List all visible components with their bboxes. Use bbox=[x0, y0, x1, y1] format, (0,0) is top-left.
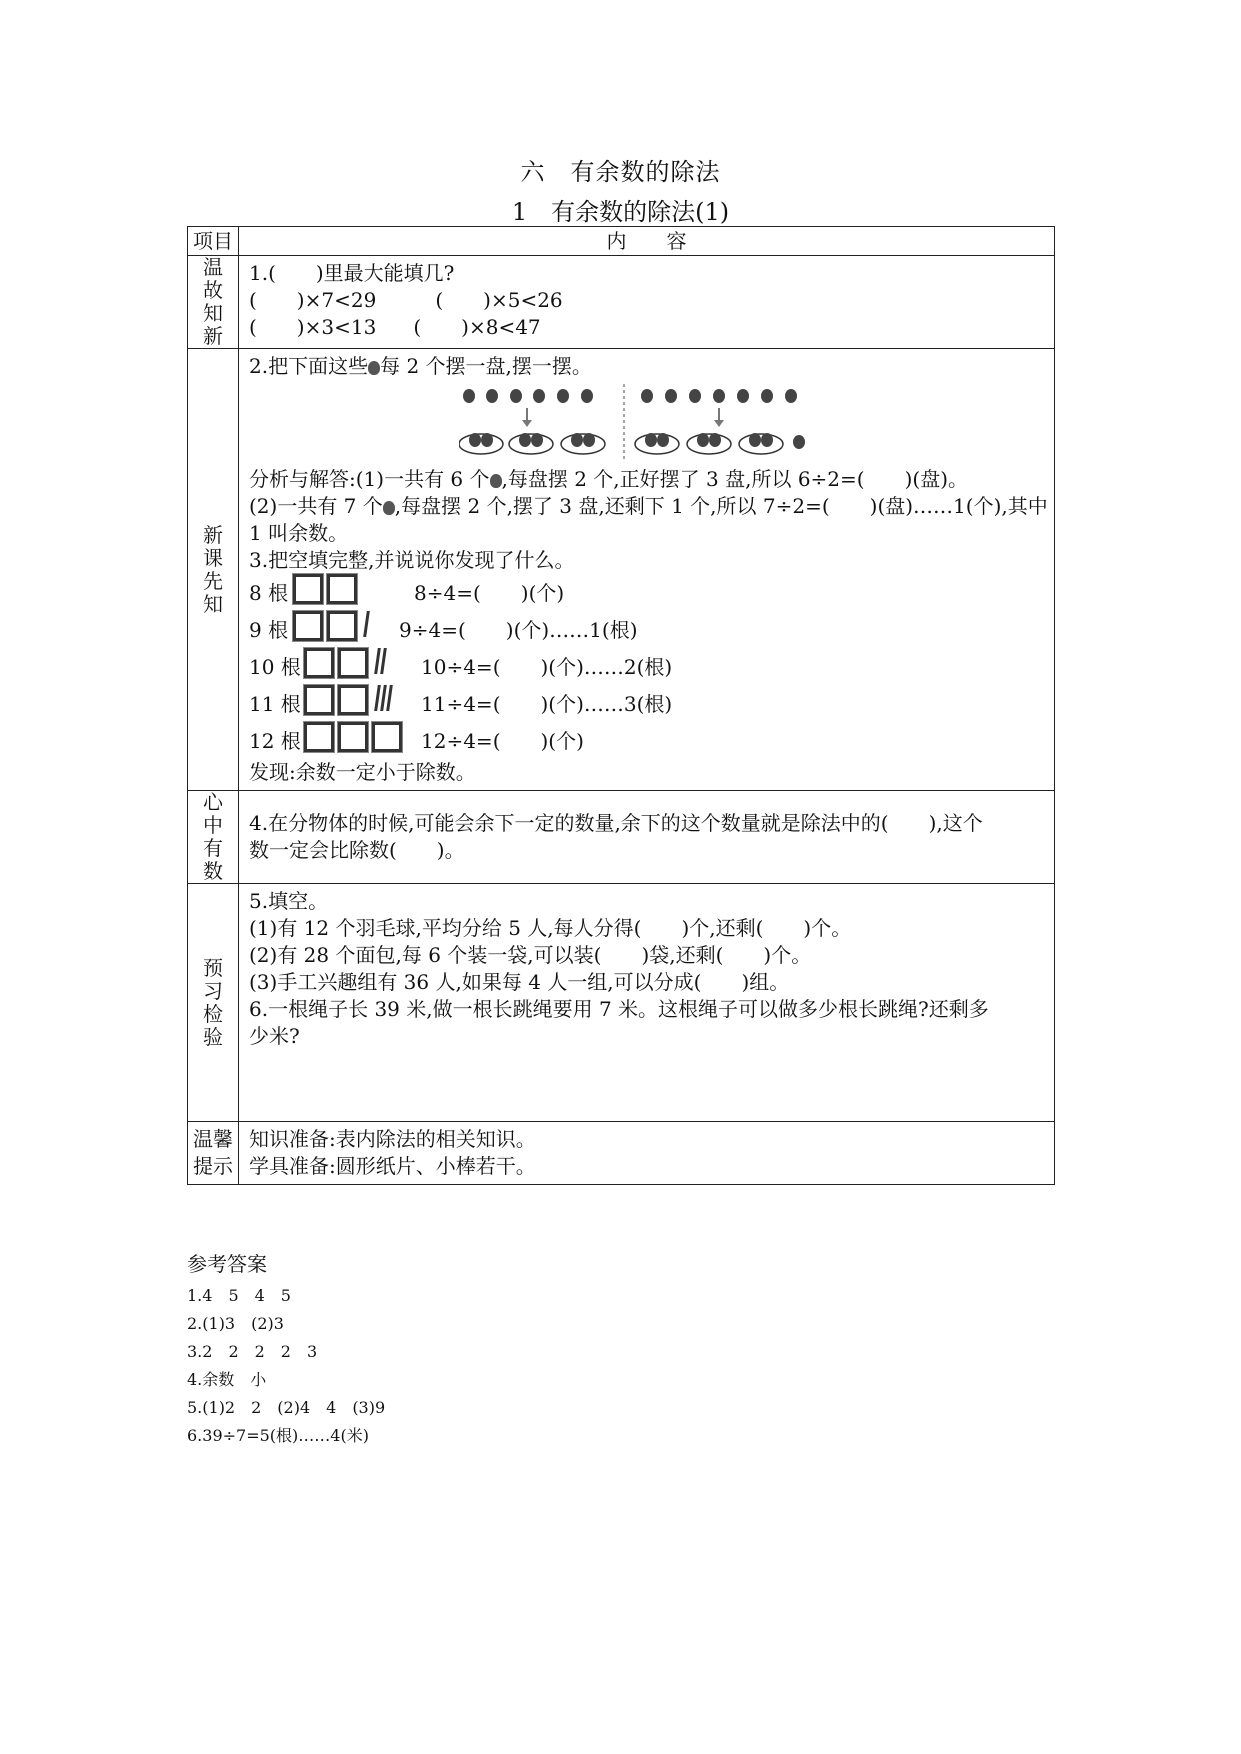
stick-row: 8 根 8÷4=( )(个) bbox=[249, 574, 1044, 611]
mind-content bbox=[239, 791, 1055, 884]
question-5-1: (1)有 12 个羽毛球,平均分给 5 人,每人分得( )个,还剩( )个。 bbox=[249, 916, 852, 940]
section-label-review: 温 故 知 新 bbox=[188, 256, 239, 349]
stick-squares-picture bbox=[293, 574, 361, 604]
answer-line: 4.余数 小 bbox=[187, 1370, 267, 1389]
question-6: 6.一根绳子长 39 米,做一根长跳绳要用 7 米。这根绳子可以做多少根长跳绳?还剩多 bbox=[249, 997, 989, 1021]
question-4-cont: 数一定会比除数( )。 bbox=[249, 838, 465, 862]
answer-key-heading: 参考答案 bbox=[187, 1252, 267, 1276]
answer-line: 5.(1)2 2 (2)4 4 (3)9 bbox=[187, 1398, 386, 1417]
question-2: 2.把下面这些 每 2 个摆一盘,摆一摆。 bbox=[249, 354, 592, 378]
header-content: 内 容 bbox=[239, 227, 1055, 256]
question-5-3: (3)手工兴趣组有 36 人,如果每 4 人一组,可以分成( )组。 bbox=[249, 970, 790, 994]
question-6-cont: 少米? bbox=[249, 1024, 300, 1048]
question-5-2: (2)有 28 个面包,每 6 个装一袋,可以装( )袋,还剩( )个。 bbox=[249, 943, 812, 967]
header-item: 项目 bbox=[188, 227, 239, 256]
strawberry-icon bbox=[490, 474, 502, 488]
lesson-title: 1 有余数的除法(1) bbox=[511, 198, 730, 226]
section-label-new: 新 课 先 知 bbox=[188, 349, 239, 791]
answer-line: 3.2 2 2 2 3 bbox=[187, 1342, 318, 1361]
question-5: 5.填空。 bbox=[249, 889, 329, 913]
answer-key bbox=[187, 1250, 385, 1450]
section-label-mind: 心 中 有 数 bbox=[188, 791, 239, 884]
q1-item-a: ( )×7<29 bbox=[249, 288, 377, 312]
q1-item-c: ( )×3<13 bbox=[249, 315, 377, 339]
strawberry-icon bbox=[368, 361, 380, 375]
strawberry-plates-illustration bbox=[459, 382, 819, 462]
section-label-preview: 预 习 检 验 bbox=[188, 884, 239, 1122]
q1-item-d: ( )×8<47 bbox=[413, 315, 541, 339]
stick-squares-picture bbox=[304, 685, 394, 715]
stick-row: 12 根 12÷4=( )(个) bbox=[249, 722, 1044, 759]
stick-squares-picture bbox=[304, 648, 388, 678]
q1-item-b: ( )×5<26 bbox=[435, 288, 563, 312]
analysis-2: (2)一共有 7 个 ,每盘摆 2 个,摆了 3 盘,还剩下 1 个,所以 7÷2=( )(盘)……1(个),其中 bbox=[249, 494, 1048, 518]
stick-row: 11 根 11÷4=( )(个)……3(根) bbox=[249, 685, 1044, 722]
section-label-tips: 温馨 提示 bbox=[188, 1122, 239, 1185]
preview-content bbox=[239, 884, 1055, 1122]
answer-line: 6.39÷7=5(根)……4(米) bbox=[187, 1426, 369, 1445]
finding: 发现:余数一定小于除数。 bbox=[249, 760, 476, 784]
analysis-2-cont: 1 叫余数。 bbox=[249, 521, 349, 545]
stick-row: 9 根 9÷4=( )(个)……1(根) bbox=[249, 611, 1044, 648]
chapter-title: 六 有余数的除法 bbox=[520, 158, 721, 186]
answer-line: 1.4 5 4 5 bbox=[187, 1286, 291, 1305]
stick-squares-picture bbox=[293, 611, 371, 641]
stick-row: 10 根 10÷4=( )(个)……2(根) bbox=[249, 648, 1044, 685]
question-3: 3.把空填完整,并说说你发现了什么。 bbox=[249, 548, 575, 572]
new-content bbox=[239, 349, 1055, 791]
tips-content bbox=[239, 1122, 1055, 1185]
stick-squares-picture bbox=[304, 722, 406, 752]
tip-knowledge: 知识准备:表内除法的相关知识。 bbox=[249, 1127, 536, 1151]
answer-line: 2.(1)3 (2)3 bbox=[187, 1314, 284, 1333]
question-1: 1.( )里最大能填几? bbox=[249, 261, 455, 285]
review-content bbox=[239, 256, 1055, 349]
strawberry-icon bbox=[383, 501, 395, 515]
question-4: 4.在分物体的时候,可能会余下一定的数量,余下的这个数量就是除法中的( ),这个 bbox=[249, 811, 983, 835]
analysis-1: 分析与解答:(1)一共有 6 个 ,每盘摆 2 个,正好摆了 3 盘,所以 6÷2=( )(盘)。 bbox=[249, 467, 968, 491]
worksheet-table bbox=[187, 226, 1055, 1185]
tip-materials: 学具准备:圆形纸片、小棒若干。 bbox=[249, 1154, 536, 1178]
